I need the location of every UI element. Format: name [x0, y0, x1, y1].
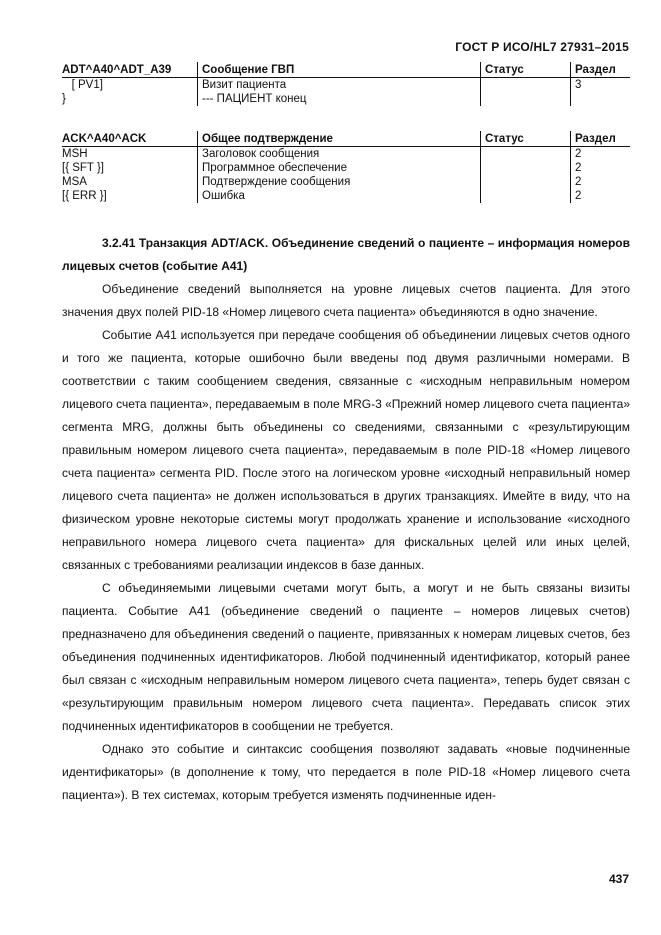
message-structure-table-ack — [62, 131, 630, 203]
table-row — [62, 161, 630, 175]
column-header-description: Общее подтверждение — [198, 131, 481, 147]
paragraph: Однако это событие и синтаксис сообщения позволяют задавать «новые подчиненные идентификаторы» (в дополнение к тому, что передается в поле PID-18 «Номер лицевого счета пациента»). В тех системах, которым требуется изменять подчиненные иден- — [62, 742, 630, 802]
segment-cell: [ PV1] — [62, 79, 103, 91]
section-cell — [571, 92, 631, 106]
table-row — [62, 189, 630, 203]
page-number: 437 — [608, 872, 629, 886]
section-cell: 2 — [571, 161, 631, 175]
status-cell — [481, 78, 571, 93]
column-header-section: Раздел — [571, 62, 631, 78]
column-header-message: ADT^A40^ADT_A39 — [62, 62, 198, 78]
segment-cell: [{ SFT }] — [62, 162, 104, 174]
paragraph: Объединение сведений выполняется на уровне лицевых счетов пациента. Для этого значения двух полей PID-18 «Номер лицевого счета пациента» объединяются в одно значение. — [62, 282, 630, 319]
status-cell — [481, 189, 571, 203]
column-header-status: Статус — [481, 131, 571, 147]
table-row — [62, 147, 630, 162]
section-cell: 3 — [571, 78, 631, 93]
description-cell: Ошибка — [198, 189, 481, 203]
paragraph: С объединяемыми лицевыми счетами могут быть, а могут и не быть связаны визиты пациента. Событие A41 (объединение сведений о пациенте – номеров лицевых счетов) предназначено для объединения сведений о пациенте, привязанных к номерам лицевых счетов, без объединения подчиненных идентификаторов. Любой подчиненный идентификатор, который ранее был связан с «исходным неправильным номером лицевого счета пациента», теперь будет связан с «результирующим правильным номером лицевого счета пациента». Передавать список этих подчиненных идентификаторов в сообщении не требуется. — [62, 581, 630, 733]
section-cell: 2 — [571, 189, 631, 203]
table-row — [62, 78, 630, 93]
section-cell: 2 — [571, 147, 631, 162]
body-text — [62, 278, 630, 807]
segment-cell: [{ ERR }] — [62, 190, 107, 202]
status-cell — [481, 92, 571, 106]
section-heading: 3.2.41 Транзакция ADT/ACK. Объединение сведений о пациенте – информация номеров лицевых счетов (событие A41) — [62, 236, 630, 273]
table-row — [62, 175, 630, 189]
description-cell: --- ПАЦИЕНТ конец — [198, 92, 481, 106]
document-header: ГОСТ Р ИСО/HL7 27931–2015 — [455, 40, 629, 54]
table-header-row — [62, 62, 630, 78]
segment-cell: MSA — [62, 176, 87, 188]
description-cell: Программное обеспечение — [198, 161, 481, 175]
column-header-section: Раздел — [571, 131, 631, 147]
description-cell: Заголовок сообщения — [198, 147, 481, 162]
paragraph: Событие A41 используется при передаче сообщения об объединении лицевых счетов одного и того же пациента, которые ошибочно были введены под двумя различными номерами. В соответствии с таким сообщением сведения, связанные с «исходным неправильным номером лицевого счета пациента», передаваемым в поле MRG-3 «Прежний номер лицевого счета пациента» сегмента MRG, должны быть объединены со сведениями, связанными с «результирующим правильным номером лицевого счета пациента», передаваемым в поле PID-18 «Номер лицевого счета пациента» сегмента PID. После этого на логическом уровне «исходный неправильный номер лицевого счета пациента» не должен использоваться в других транзакциях. Имейте в виду, что на физическом уровне некоторые системы могут продолжать хранение и использование «исходного неправильного номера лицевого счета пациента» для фискальных целей или иных целей, связанных с требованиями реализации индексов в базе данных. — [62, 328, 630, 572]
description-cell: Визит пациента — [198, 78, 481, 93]
table-header-row — [62, 131, 630, 147]
column-header-status: Статус — [481, 62, 571, 78]
column-header-message: ACK^A40^ACK — [62, 131, 198, 147]
table-row — [62, 92, 630, 106]
segment-cell: MSH — [62, 148, 88, 160]
message-structure-table-adt — [62, 62, 630, 106]
section-cell: 2 — [571, 175, 631, 189]
column-header-description: Сообщение ГВП — [198, 62, 481, 78]
status-cell — [481, 161, 571, 175]
description-cell: Подтверждение сообщения — [198, 175, 481, 189]
segment-cell: } — [62, 93, 66, 105]
status-cell — [481, 147, 571, 162]
status-cell — [481, 175, 571, 189]
